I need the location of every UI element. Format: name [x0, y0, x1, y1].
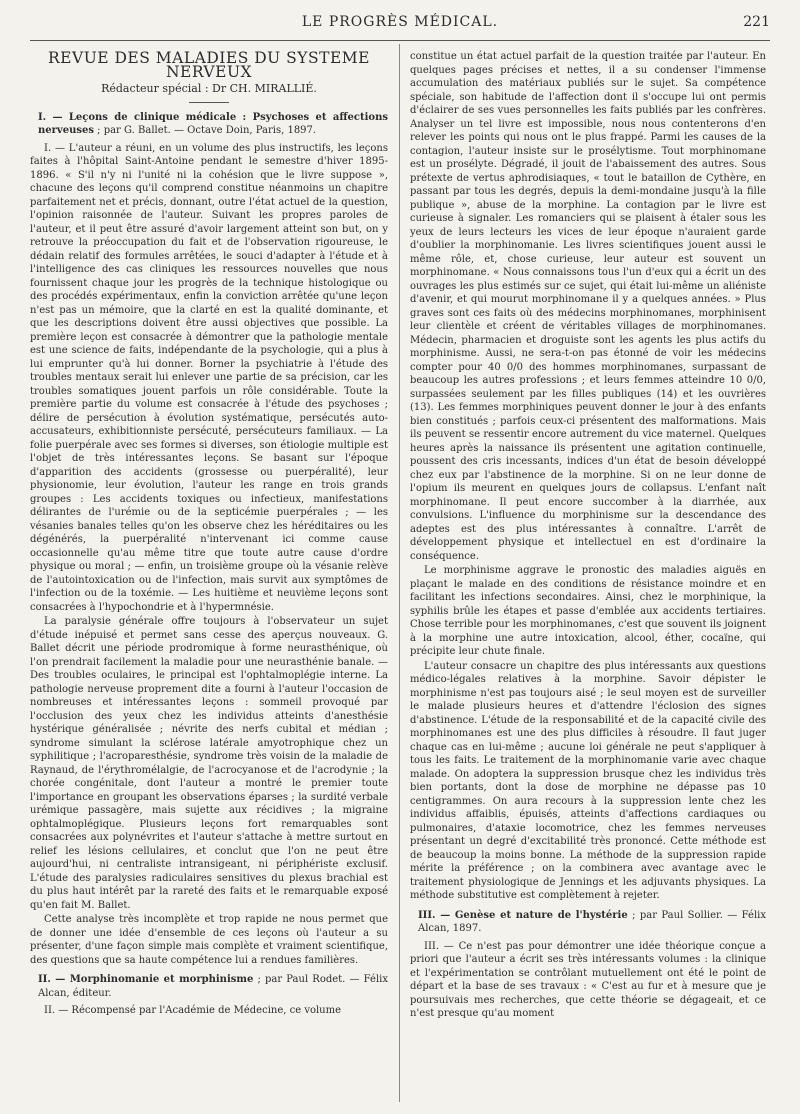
review-3-paragraph-1: III. — Ce n'est pas pour démontrer une idée théorique conçue a priori que l'auteur a écrit ses très intéressants volumes : la clinique et l'expérimentation se contrôlant mutuellement ont été le point de départ et la base de ses travaux : « C'est au fur et à mesure que je poursuivais mes recherches, que cette théorie se dégageait, et ce n'est presque qu'au moment [410, 940, 766, 1019]
review-heading-3-byline: ; par Paul Sollier. — Félix Alcan, 1897. [418, 909, 766, 934]
review-1-paragraph-2: La paralysie générale offre toujours à l'observateur un sujet d'étude inépuisé et permet sans cesse des aperçus nouveaux. G. Ballet décrit une période prodromique à forme neurasthénique, où l'on prendrait facilement la maladie pour une neurasthénie banale. — Des troubles oculaires, le principal est l'ophtalmoplégie interne. La pathologie nerveuse proprement dite a fourni à l'auteur l'occasion de nombreuses et intéressantes leçons : sommeil provoqué par l'occlusion des yeux chez les individus atteints d'anesthésie hystérique généralisée ; névrite des nerfs cubital et médian ; syndrome simulant la sclérose latérale amyotrophique chez un syphilitique ; l'acroparesthésie, syndrome très voisin de la maladie de Raynaud, de l'érythromélalgie, de l'acrocyanose et de l'acrodynie ; la chorée congénitale, dont l'auteur a montré le premier toute l'importance en groupant les observations éparses ; la surdité verbale urémique passagère, mais sujette aux récidives ; la migraine ophtalmoplégique. Plusieurs leçons fort remarquables sont consacrées aux polynévrites et l'auteur s'attache à mettre surtout en relief les lésions cellulaires, et conclut que l'on ne peut être aujourd'hui, ni centraliste intransigeant, ni périphériste exclusif. L'étude des paralysies radiculaires sensitives du plexus brachial est du plus haut intérêt par la rareté des faits et le remarquable exposé qu'en fait M. Ballet. [30, 616, 388, 911]
review-heading-2 [30, 973, 388, 1000]
section-divider [189, 102, 229, 103]
journal-title: LE PROGRÈS MÉDICAL. [301, 14, 499, 30]
review-2-paragraph-continued: constitue un état actuel parfait de la question traitée par l'auteur. En quelques pages précises et nettes, il a su condenser l'immense accumulation des matériaux publiés sur le sujet. Sa compétence spéciale, son habitude de l'affection dont il s'occupe lui ont permis d'éclairer de ses vues personnelles les faits publiés par les confrères. Analyser un tel livre est impossible, nous nous contenterons d'en relever les points qui nous ont le plus frappé. Parmi les causes de la contagion, l'auteur insiste sur le prosélytisme. Tout morphinomane est un prosélyte. Dégradé, il jouit de l'abaissement des autres. Sous prétexte de vertus aphrodisiaques, « tout le bataillon de Cythère, en passant par tous les degrés, depuis la demi-mondaine jusqu'à la fille publique », abuse de la morphine. La contagion par le livre est curieuse à signaler. Les romanciers qui se plaisent à étaler sous les yeux de leurs lecteurs les vices de leur époque n'auraient garde d'oublier la morphinomanie. Les livres scientifiques jouent aussi le même rôle, et, chose curieuse, leur auteur est souvent un morphinomane. « Nous connaissons tous l'un d'eux qui a écrit un des ouvrages les plus estimés sur ce sujet, qui était lui-même un aliéniste d'avenir, et qui mourut morphinomane il y a quelques années. » Plus graves sont ces faits où des médecins morphinomanes, morphinisent leur clientèle et créent de véritables villages de morphinomanes. Médecin, pharmacien et droguiste sont les agents les plus actifs du morphinisme. Aussi, ne sera-t-on pas étonné de voir les médecins compter pour 40 0/0 des hommes morphinomanes, surpassant de beaucoup les autres professions ; et leurs femmes atteindre 10 0/0, surpassées seulement par les filles publiques (14) et les ouvrières (13). Les femmes morphiniques peuvent donner le jour à des enfants bien constitués ; parfois ceux-ci présentent des malformations. Mais ils peuvent se ressentir encore autrement du vice maternel. Quelques heures après la naissance ils présentent une agitation continuelle, poussent des cris incessants, indices d'un état de besoin développé chez eux par l'abstinence de la morphine. Si on ne leur donne de l'opium ils meurent en quelques jours de collapsus. L'enfant naît morphinomane. Il peut encore succomber à la diarrhée, aux convulsions. L'influence du morphinisme sur la descendance des adeptes est des plus intéressantes à connaître. L'arrêt de développement physique et intellectuel en est d'ordinaire la conséquence. [410, 51, 766, 562]
review-2-paragraph-3: L'auteur consacre un chapitre des plus intéressants aux questions médico-légales relatives à la morphine. Savoir dépister le morphinisme n'est pas toujours aisé ; le seul moyen est de surveiller le malade plusieurs heures et d'attendre l'éclosion des signes d'abstinence. L'étude de la responsabilité et de la capacité civile des morphinomanes est une des plus difficiles à résoudre. Il faut juger chaque cas en lui-même ; aucune loi générale ne peut s'appliquer à tous les faits. Le traitement de la morphinomanie varie avec chaque malade. On adoptera la suppression brusque chez les individus très bien portants, dont la dose de morphine ne dépasse pas 10 centigrammes. On aura recours à la suppression lente chez les individus affaiblis, épuisés, atteints d'affections cardiaques ou pulmonaires, d'ataxie locomotrice, chez les femmes nerveuses présentant un degré d'excitabilité très prononcé. Cette méthode est de beaucoup la moins bonne. La méthode de la suppression rapide mérite la préférence ; on la combinera avec avantage avec le traitement physiologique de Jennings et les adjuvants physiques. La méthode substitutive est complètement à rejeter. [410, 660, 766, 901]
review-heading-1-title: I. — Leçons de clinique médicale : Psychoses et affections nerveuses [38, 111, 388, 136]
page-number: 221 [743, 14, 770, 30]
right-column [410, 50, 766, 1104]
section-title: REVUE DES MALADIES DU SYSTÈME NERVEUX [48, 50, 370, 81]
header-rule [30, 40, 770, 41]
review-heading-1-byline: ; par G. Ballet. — Octave Doin, Paris, 1897. [93, 125, 317, 136]
review-heading-2-title: II. — Morphinomanie et morphinisme [38, 974, 254, 985]
review-2-paragraph-2: Le morphinisme aggrave le pronostic des maladies aiguës en plaçant le malade en des conditions de résistance moindre et en facilitant les infections secondaires. Ainsi, chez le morphinique, la syphilis brûle les étapes et passe d'emblée aux accidents tertiaires. Chose terrible pour les morphinomanes, c'est que souvent ils joignent à la morphine une autre intoxication, alcool, éther, cocaïne, qui précipite leur chute finale. [410, 565, 766, 657]
review-heading-1 [30, 111, 388, 138]
review-1-paragraph-1: I. — L'auteur a réuni, en un volume des plus instructifs, les leçons faites à l'hôpital Saint-Antoine pendant le semestre d'hiver 1895-1896. « S'il n'y ni l'unité ni la cohésion que le livre suppose », chacune des leçons qu'il comprend constitue néanmoins un chapitre parfaitement net et précis, donnant, outre l'état actuel de la question, l'opinion raisonnée de l'auteur. Suivant les propres paroles de l'auteur, et il peut être assuré d'avoir largement atteint son but, on y retrouve la préoccupation du fait et de l'observation rigoureuse, le dédain relatif des formules arrêtées, le souci d'adapter à l'étude et à l'intelligence des cas cliniques les ressources nouvelles que nous fournissent chaque jour les progrès de la technique histologique ou des procédés expérimentaux, enfin la conviction arrêtée qu'une leçon n'est pas un mémoire, que la clarté en est la qualité dominante, et que les descriptions doivent être aussi objectives que possible. La première leçon est consacrée à démontrer que la pathologie mentale est une science de faits, indépendante de la psychologie, qui a plus à lui emprunter qu'à lui donner. Borner la psychiatrie à l'étude des troubles mentaux serait lui enlever une partie de sa précision, car les troubles somatiques jouent parfois un rôle considérable. Toute la première partie du volume est consacrée à l'étude des psychoses ; délire de persécution à évolution systématique, persécutés auto-accusateurs, exhibitionniste persécuté, persécuteurs familiaux. — La folie puerpérale avec ses formes si diverses, son étiologie multiple est l'objet de très intéressantes leçons. Se basant sur l'époque d'apparition des accidents (grossesse ou puerpéralité), leur physionomie, leur évolution, l'auteur les range en trois grands groupes : Les accidents toxiques ou infectieux, manifestations délirantes de l'urémie ou de la septicémie puerpérales ; — les vésanies banales telles qu'on les observe chez les héréditaires ou les dégénérés, la puerpéralité n'intervenant ici comme cause occasionnelle qu'au même titre que toute autre cause d'ordre physique ou moral ; — enfin, un troisième groupe où la vésanie relève de l'autointoxication ou de l'infection, mais survit aux symptômes de l'infection ou de la toxémie. — Les huitième et neuvième leçons sont consacrées à l'hypochondrie et à l'hypermnésie. [30, 142, 388, 613]
review-heading-2-byline: ; par Paul Rodet. — Félix Alcan, éditeur. [38, 974, 388, 999]
running-head [30, 14, 770, 36]
review-1-paragraph-3: Cette analyse très incomplète et trop rapide ne nous permet que de donner une idée d'ensemble de ces leçons où l'auteur a su présenter, d'une façon simple mais complète et vraiment scientifique, des questions que sa haute compétence lui a rendues familières. [30, 914, 388, 966]
column-separator [399, 44, 400, 1102]
review-heading-3 [410, 909, 766, 936]
editor-line: Rédacteur spécial : Dr CH. MIRALLIÉ. [101, 82, 317, 95]
left-column [30, 50, 388, 1104]
review-2-paragraph-start: II. — Récompensé par l'Académie de Médecine, ce volume [44, 1005, 342, 1016]
review-heading-3-title: III. — Genèse et nature de l'hystérie [418, 909, 628, 921]
